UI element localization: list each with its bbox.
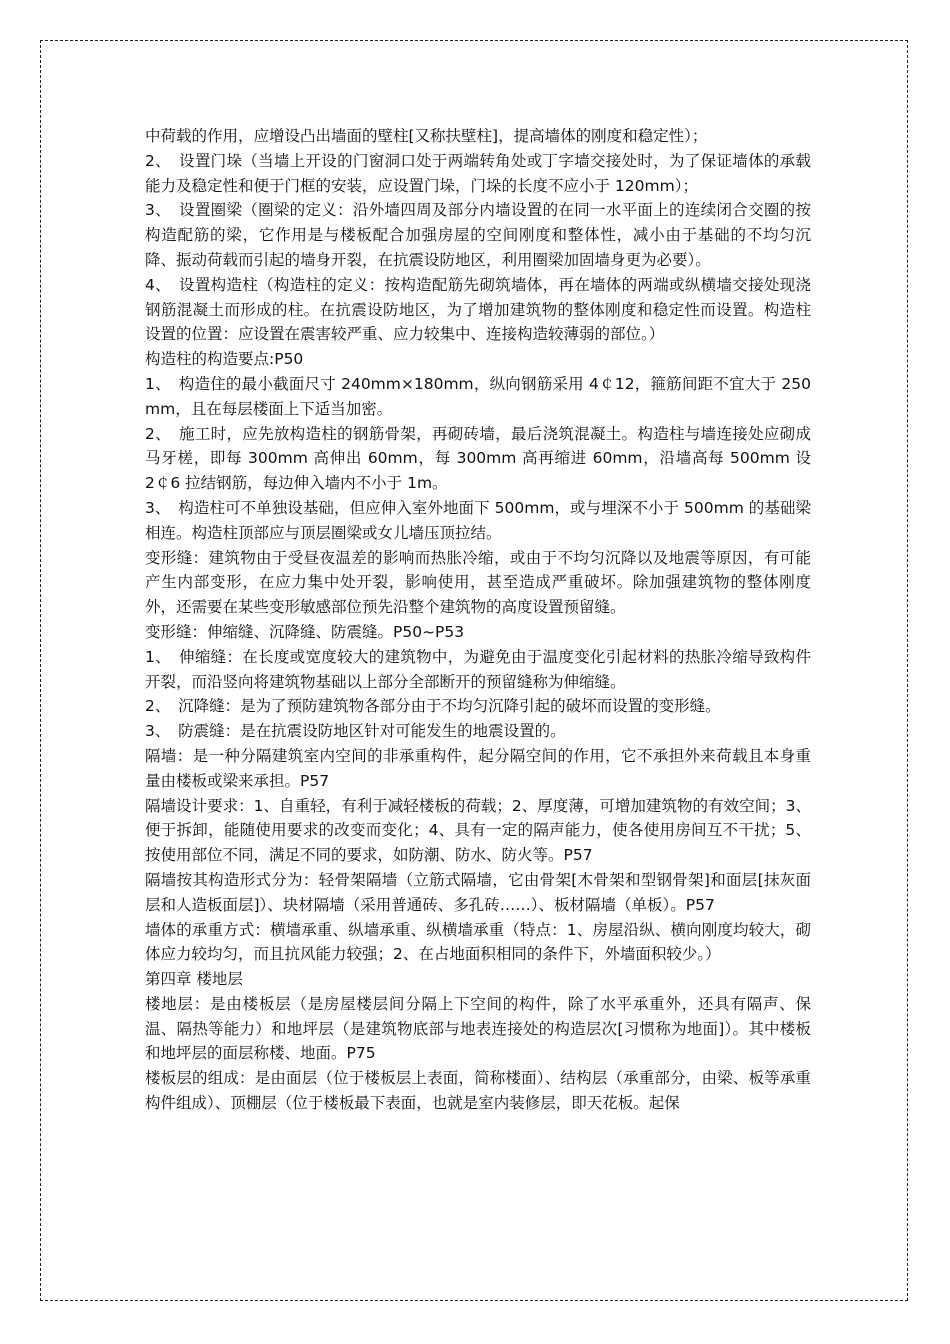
chapter-heading: 第四章 楼地层 [145, 970, 243, 989]
paragraph-constructional-column: 4、 设置构造柱（构造柱的定义：按构造配筋先砌筑墙体，再在墙体的两端或纵横墙交接处现浇钢筋混凝土而形成的柱。在抗震设防地区，为了增加建筑物的整体刚度和稳定性而设置。构造柱设置的位置：应设置在震害较严重、应力较集中、连接构造较薄弱的部位。） [145, 275, 811, 344]
paragraph-continuation: 中荷载的作用，应增设凸出墙面的壁柱[又称扶壁柱]，提高墙体的刚度和稳定性）； [145, 127, 708, 145]
document-body [145, 124, 816, 1116]
paragraph-partition-types: 隔墙按其构造形式分为：轻骨架隔墙（立筋式隔墙，它由骨架[木骨架和型钢骨架]和面层[抹灰面层和人造板面层]）、块材隔墙（采用普通砖、多孔砖……）、板材隔墙（单板）。P57 [145, 870, 811, 914]
paragraph-load-bearing-modes: 墙体的承重方式：横墙承重、纵墙承重、纵横墙承重（特点：1、房屋沿纵、横向刚度均较大，砌体应力较均匀，而且抗风能力较强；2、在占地面积相同的条件下，外墙面积较少。） [145, 920, 811, 964]
paragraph-door-pier: 2、 设置门垛（当墙上开设的门窗洞口处于两端转角处或丁字墙交接处时，为了保证墙体的承载能力及稳定性和便于门框的安装，应设置门垛，门垛的长度不应小于 120mm）； [145, 151, 811, 195]
paragraph-deformation-joint-definition: 变形缝：建筑物由于受昼夜温差的影响而热胀冷缩，或由于不均匀沉降以及地震等原因，有可能产生内部变形，在应力集中处开裂，影响使用，甚至造成严重破坏。除加强建筑物的整体刚度外，还需要在某些变形敏感部位预先沿整个建筑物的高度设置预留缝。 [145, 548, 811, 617]
paragraph-floor-composition: 楼板层的组成：是由面层（位于楼板层上表面，简称楼面）、结构层（承重部分，由梁、板等承重构件组成）、顶棚层（位于楼板最下表面，也就是室内装修层，即天花板。起保 [145, 1069, 811, 1113]
paragraph-partition-requirements: 隔墙设计要求：1、自重轻，有利于减轻楼板的荷载；2、厚度薄，可增加建筑物的有效空间；3、便于拆卸，能随使用要求的改变而变化；4、具有一定的隔声能力，使各使用房间互不干扰；5、按使用部位不同，满足不同的要求，如防潮、防水、防火等。P57 [145, 796, 811, 865]
paragraph-column-point-1: 1、 构造住的最小截面尺寸 240mm×180mm，纵向钢筋采用 4￠12，箍筋间距不宜大于 250mm，且在每层楼面上下适当加密。 [145, 374, 811, 418]
paragraph-ring-beam: 3、 设置圈梁（圈梁的定义：沿外墙四周及部分内墙设置的在同一水平面上的连续闭合交圈的按构造配筋的梁，它作用是与楼板配合加强房屋的空间刚度和整体性，减小由于基础的不均匀沉降、振动荷载而引起的墙身开裂，在抗震设防地区，利用圈梁加固墙身更为必要）。 [145, 201, 811, 269]
paragraph-column-point-3: 3、 构造柱可不单独设基础，但应伸入室外地面下 500mm，或与埋深不小于 500mm 的基础梁相连。构造柱顶部应与顶层圈梁或女儿墙压顶拉结。 [145, 498, 811, 542]
paragraph-deformation-joint-types: 变形缝：伸缩缝、沉降缝、防震缝。P50~P53 [145, 622, 465, 641]
paragraph-column-point-2: 2、 施工时，应先放构造柱的钢筋骨架，再砌砖墙，最后浇筑混凝土。构造柱与墙连接处应砌成马牙槎，即每 300mm 高伸出 60mm，每 300mm 高再缩进 60mm，沿墙高每 500mm 设 2￠6 拉结钢筋，每边伸入墙内不小于 1m。 [145, 424, 816, 493]
paragraph-seismic-joint: 3、 防震缝：是在抗震设防地区针对可能发生的地震设置的。 [145, 722, 566, 741]
paragraph-floor-definition: 楼地层：是由楼板层（是房屋楼层间分隔上下空间的构件，除了水平承重外，还具有隔声、保温、隔热等能力）和地坪层（是建筑物底部与地表连接处的构造层次[习惯称为地面]）。其中楼板和地坪层的面层称楼、地面。P75 [145, 994, 811, 1063]
paragraph-settlement-joint: 2、 沉降缝：是为了预防建筑物各部分由于不均匀沉降引起的破坏而设置的变形缝。 [145, 697, 721, 716]
paragraph-partition-definition: 隔墙：是一种分隔建筑室内空间的非承重构件，起分隔空间的作用，它不承担外来荷载且本身重量由楼板或梁来承担。P57 [145, 746, 811, 790]
paragraph-expansion-joint: 1、 伸缩缝：在长度或宽度较大的建筑物中，为避免由于温度变化引起材料的热胀冷缩导致构件开裂，而沿竖向将建筑物基础以上部分全部断开的预留缝称为伸缩缝。 [145, 647, 811, 691]
paragraph-column-heading: 构造柱的构造要点:P50 [145, 350, 304, 369]
